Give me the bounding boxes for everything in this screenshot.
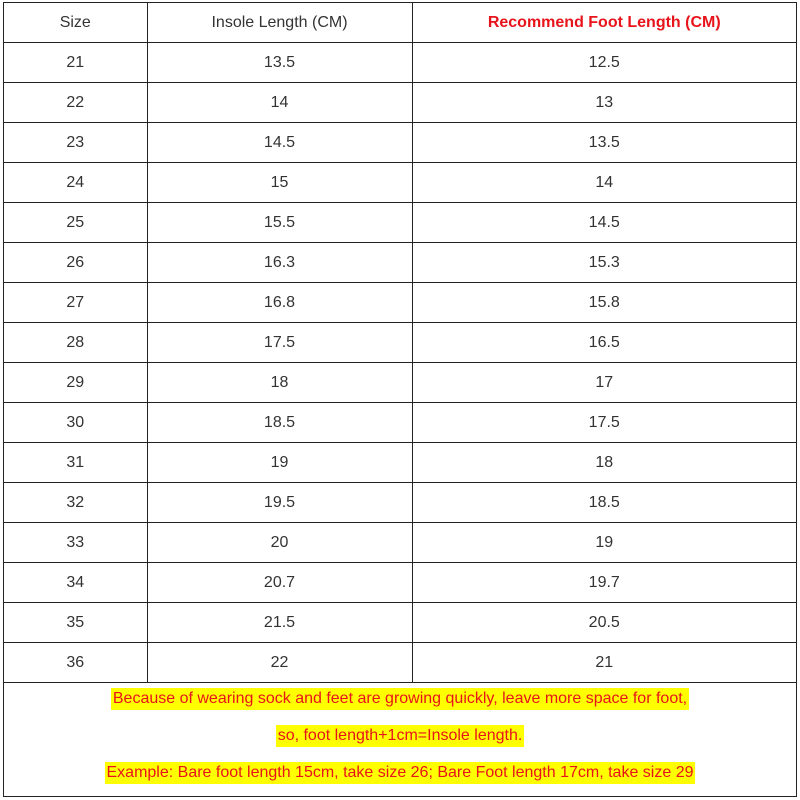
cell-insole-length: 18.5: [147, 403, 412, 443]
cell-size: 35: [4, 603, 147, 643]
table-row: [4, 163, 796, 203]
cell-foot-length: 15.8: [412, 283, 796, 323]
cell-size: 31: [4, 443, 147, 483]
cell-foot-length: 18: [412, 443, 796, 483]
size-chart: [3, 2, 797, 797]
cell-size: 32: [4, 483, 147, 523]
table-body: [4, 43, 796, 683]
table-row: [4, 323, 796, 363]
header-size: Size: [4, 3, 147, 43]
table-row: [4, 563, 796, 603]
cell-insole-length: 21.5: [147, 603, 412, 643]
size-table: [4, 3, 796, 683]
cell-insole-length: 17.5: [147, 323, 412, 363]
cell-foot-length: 14.5: [412, 203, 796, 243]
cell-foot-length: 19.7: [412, 563, 796, 603]
cell-insole-length: 19: [147, 443, 412, 483]
cell-insole-length: 22: [147, 643, 412, 683]
cell-insole-length: 15.5: [147, 203, 412, 243]
cell-insole-length: 14.5: [147, 123, 412, 163]
cell-size: 26: [4, 243, 147, 283]
cell-foot-length: 13.5: [412, 123, 796, 163]
cell-size: 24: [4, 163, 147, 203]
note-line-2: so, foot length+1cm=Insole length.: [276, 725, 525, 747]
cell-insole-length: 13.5: [147, 43, 412, 83]
note-line-3: Example: Bare foot length 15cm, take size 26; Bare Foot length 17cm, take size 29: [105, 762, 696, 784]
cell-insole-length: 16.8: [147, 283, 412, 323]
cell-insole-length: 14: [147, 83, 412, 123]
cell-foot-length: 20.5: [412, 603, 796, 643]
table-row: [4, 83, 796, 123]
cell-insole-length: 20.7: [147, 563, 412, 603]
table-row: [4, 483, 796, 523]
table-row: [4, 603, 796, 643]
cell-insole-length: 16.3: [147, 243, 412, 283]
cell-size: 34: [4, 563, 147, 603]
table-row: [4, 243, 796, 283]
table-row: [4, 443, 796, 483]
cell-insole-length: 19.5: [147, 483, 412, 523]
cell-foot-length: 17.5: [412, 403, 796, 443]
cell-size: 22: [4, 83, 147, 123]
table-row: [4, 123, 796, 163]
note-line-1: Because of wearing sock and feet are growing quickly, leave more space for foot,: [111, 688, 689, 710]
size-notes: [4, 678, 796, 796]
cell-size: 21: [4, 43, 147, 83]
table-row: [4, 403, 796, 443]
table-row: [4, 43, 796, 83]
cell-foot-length: 21: [412, 643, 796, 683]
cell-insole-length: 20: [147, 523, 412, 563]
table-row: [4, 203, 796, 243]
cell-foot-length: 18.5: [412, 483, 796, 523]
cell-insole-length: 18: [147, 363, 412, 403]
table-header-row: [4, 3, 796, 43]
cell-foot-length: 15.3: [412, 243, 796, 283]
cell-foot-length: 14: [412, 163, 796, 203]
cell-size: 27: [4, 283, 147, 323]
cell-size: 25: [4, 203, 147, 243]
cell-foot-length: 19: [412, 523, 796, 563]
cell-size: 29: [4, 363, 147, 403]
header-recommend-foot-length: Recommend Foot Length (CM): [412, 3, 796, 43]
table-row: [4, 523, 796, 563]
cell-size: 33: [4, 523, 147, 563]
cell-foot-length: 16.5: [412, 323, 796, 363]
cell-size: 28: [4, 323, 147, 363]
cell-foot-length: 12.5: [412, 43, 796, 83]
table-row: [4, 363, 796, 403]
table-row: [4, 283, 796, 323]
cell-size: 30: [4, 403, 147, 443]
cell-foot-length: 13: [412, 83, 796, 123]
cell-size: 23: [4, 123, 147, 163]
header-insole-length: Insole Length (CM): [147, 3, 412, 43]
cell-foot-length: 17: [412, 363, 796, 403]
cell-insole-length: 15: [147, 163, 412, 203]
table-row: [4, 643, 796, 683]
cell-size: 36: [4, 643, 147, 683]
